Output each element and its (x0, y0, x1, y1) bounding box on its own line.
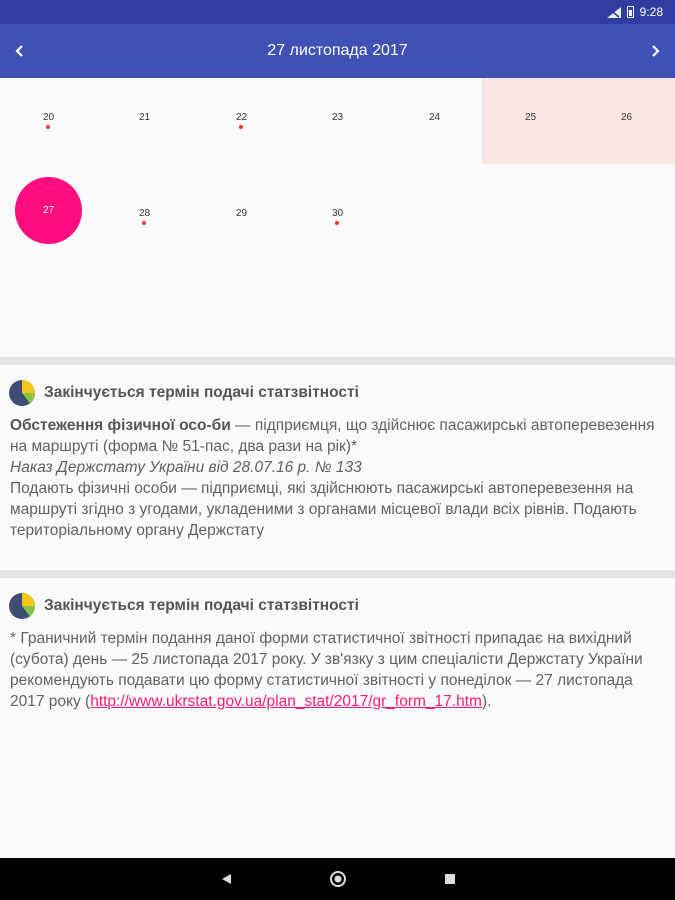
event-dot (335, 221, 339, 225)
day-number: 20 (42, 112, 55, 123)
status-icons (607, 0, 663, 24)
calendar-grid (0, 78, 675, 358)
day-number: 28 (138, 208, 151, 219)
system-nav-bar (0, 858, 675, 900)
card-body (10, 415, 660, 541)
calendar-week-row (0, 174, 675, 271)
day-number: 21 (138, 112, 151, 123)
day-number: 30 (331, 208, 344, 219)
day-number: 26 (620, 112, 633, 123)
calendar-day[interactable] (96, 174, 193, 260)
status-time: 9:28 (639, 5, 663, 19)
next-month-button[interactable] (635, 24, 675, 78)
status-bar (0, 0, 675, 24)
battery-icon (627, 6, 634, 18)
form-link[interactable]: http://www.ukrstat.gov.ua/plan_stat/2017/gr_form_17.htm (90, 693, 482, 710)
event-dot (239, 125, 243, 129)
card-note: * Граничний термін подання даної форми статистичної звітності припадає на вихідний (субота) день — 25 листопада 2017 року. У зв'язку з цим спеціалісти Держстату України рекомендують подавати цю форму статистичної звітності у понеділок — 27 листопада 2017 року ( (10, 630, 643, 710)
event-card[interactable] (0, 365, 675, 570)
pie-chart-icon (8, 379, 36, 407)
calendar-week-row (0, 78, 675, 175)
day-number: 27 (42, 205, 55, 216)
recents-button[interactable] (428, 858, 472, 900)
day-number: 29 (235, 208, 248, 219)
calendar-day[interactable] (96, 78, 193, 164)
calendar-day[interactable] (289, 78, 386, 164)
card-lead (10, 415, 660, 457)
app-bar (0, 24, 675, 78)
calendar-day[interactable] (289, 174, 386, 260)
back-button[interactable] (204, 858, 248, 900)
back-triangle-icon (220, 873, 232, 885)
calendar-day-selected[interactable] (0, 174, 97, 260)
card-lead-rest: — підприємця, що здійснює пасажирські автоперевезення на маршруті (форма № 51-пас, два рази на рік)* (10, 417, 655, 455)
calendar-day-weekend[interactable] (482, 78, 579, 164)
calendar-day[interactable] (193, 174, 290, 260)
calendar-day[interactable] (0, 78, 97, 164)
calendar-day-weekend[interactable] (578, 78, 675, 164)
card-title: Закінчується термін подачі статзвітності (44, 384, 359, 401)
card-note-end: ). (481, 693, 492, 710)
signal-icon (607, 7, 621, 18)
card-header (8, 379, 359, 407)
divider (0, 570, 675, 578)
home-circle-icon (329, 870, 347, 888)
day-number: 25 (524, 112, 537, 123)
day-number: 23 (331, 112, 344, 123)
card-description: Подають фізичні особи — підприємці, які здійснюють пасажирські автоперевезення на маршруті згідно з угодами, укладеними з органами місцевої влади всіх рівнів. Подають територіальному органу Держстату (10, 480, 637, 539)
card-body (10, 628, 660, 712)
calendar-day[interactable] (193, 78, 290, 164)
pie-chart-icon (8, 592, 36, 620)
calendar-day[interactable] (386, 78, 483, 164)
event-card[interactable] (0, 578, 675, 857)
chevron-right-icon (649, 44, 661, 58)
event-dot (46, 125, 50, 129)
card-header (8, 592, 359, 620)
day-number: 24 (428, 112, 441, 123)
card-order: Наказ Держстату України від 28.07.16 р. № 133 (10, 459, 362, 476)
card-title: Закінчується термін подачі статзвітності (44, 597, 359, 614)
card-lead-bold: Обстеження фізичної осо-би (10, 417, 231, 434)
page-title: 27 листопада 2017 (267, 42, 408, 59)
day-number: 22 (235, 112, 248, 123)
home-button[interactable] (316, 858, 360, 900)
event-dot (142, 221, 146, 225)
recents-square-icon (444, 873, 456, 885)
divider (0, 357, 675, 365)
